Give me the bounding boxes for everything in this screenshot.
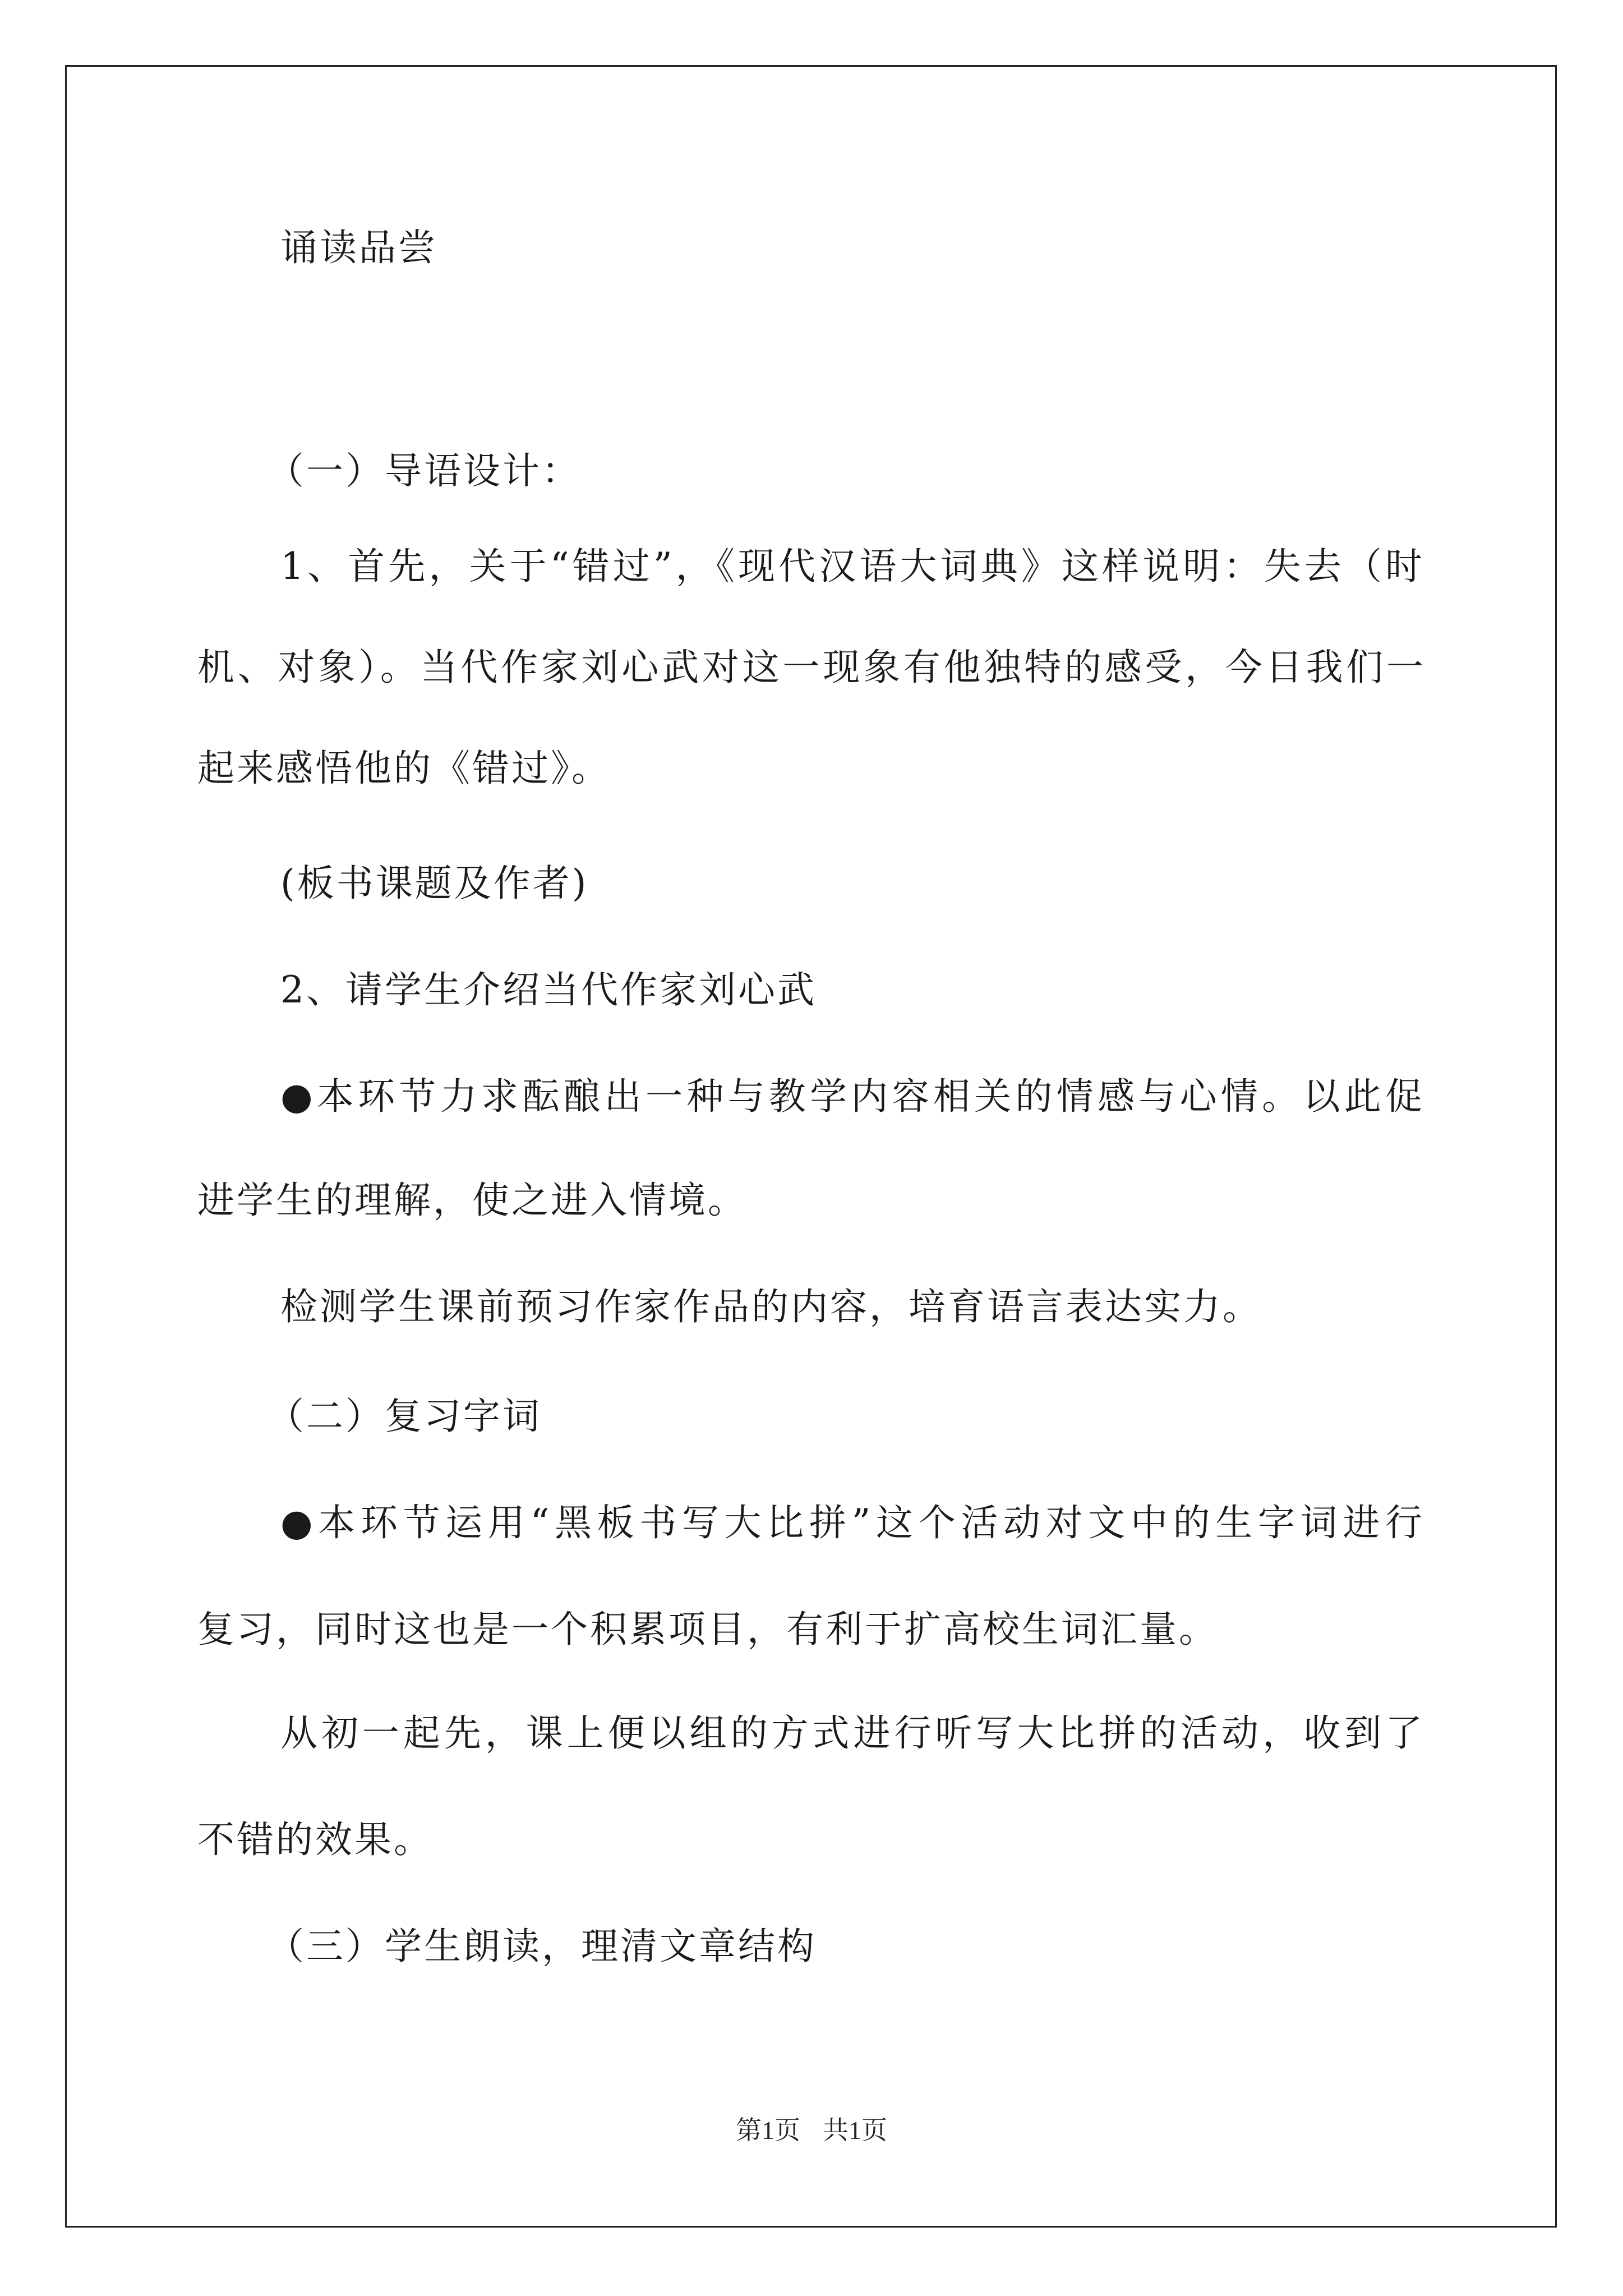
page-number-current: 第1页 [736,2116,800,2145]
paragraph-intro-design: （一）导语设计： [267,449,581,493]
paragraph-line: 不错的效果。 [197,1818,433,1861]
page-border [65,65,1557,2228]
page-number-total: 共1页 [823,2116,887,2145]
page-footer [0,2115,1623,2146]
paragraph-line: 进学生的理解，使之进入情境。 [197,1179,747,1222]
paragraph-line: 起来感悟他的《错过》。 [197,747,611,790]
section-heading: 诵读品尝 [280,226,437,269]
paragraph-line: （二）复习字词 [267,1395,542,1438]
paragraph-line: 1、首先，关于“错过”，《现代汉语大词典》这样说明：失去（时 [280,545,1424,588]
paragraph-line: ●本环节运用“黑板书写大比拼”这个活动对文中的生字词进行 [280,1501,1424,1544]
paragraph-note: (板书课题及作者) [280,862,589,905]
paragraph-line: 检测学生课前预习作家作品的内容，培育语言表达实力。 [280,1285,1262,1328]
paragraph-line: （三）学生朗读，理清文章结构 [267,1925,817,1968]
paragraph-line: 从初一起先，课上便以组的方式进行听写大比拼的活动，收到了 [280,1711,1424,1755]
paragraph-line: ●本环节力求酝酿出一种与教学内容相关的情感与心情。以此促 [280,1075,1424,1118]
paragraph-line: 机、对象）。当代作家刘心武对这一现象有他独特的感受，今日我们一 [197,646,1426,689]
paragraph-line: 2、请学生介绍当代作家刘心武 [280,968,817,1011]
paragraph-line: 复习，同时这也是一个积累项目，有利于扩高校生词汇量。 [197,1608,1218,1651]
